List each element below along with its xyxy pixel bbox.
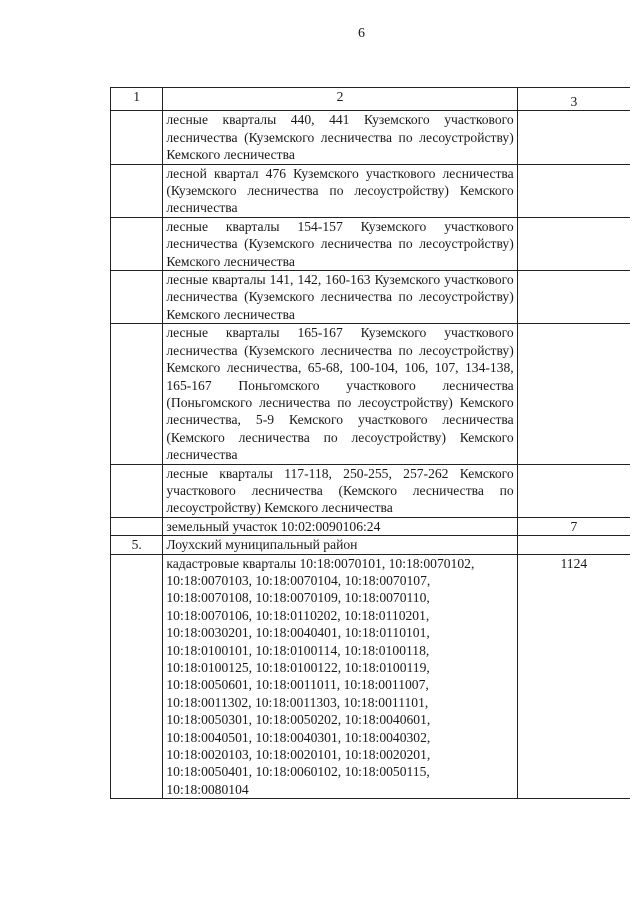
table-row <box>111 217 631 270</box>
row-description-cell: лесные кварталы 440, 441 Куземского участкового лесничества (Куземского лесничества по лесоустройству) Кемского лесничества <box>163 111 517 164</box>
row-number-cell <box>111 464 163 517</box>
row-number-cell <box>111 164 163 217</box>
cadastral-line: 10:18:0100125, 10:18:0100122, 10:18:0100119, <box>166 660 430 675</box>
row-value-cell <box>517 271 630 324</box>
cadastral-list-cell <box>163 554 517 799</box>
cadastral-line: 10:18:0050401, 10:18:0060102, 10:18:0050115, <box>166 764 430 780</box>
row-value-cell: 1124 <box>517 554 630 799</box>
row-value-cell <box>517 217 630 270</box>
row-number-cell: 5. <box>111 536 163 554</box>
cadastral-line: 10:18:0070108, 10:18:0070109, 10:18:0070110, <box>166 590 430 606</box>
header-col-2: 2 <box>163 88 517 111</box>
table-row <box>111 324 631 464</box>
table-row <box>111 536 631 554</box>
row-number-cell <box>111 324 163 464</box>
row-value-cell: 7 <box>517 517 630 535</box>
row-value-cell <box>517 324 630 464</box>
cadastral-line: 10:18:0100101, 10:18:0100114, 10:18:0100118, <box>166 642 430 658</box>
header-col-1: 1 <box>111 88 163 111</box>
header-col-3: 3 <box>517 88 630 111</box>
cadastral-line: 10:18:0080104 <box>166 781 249 797</box>
row-value-cell <box>517 536 630 554</box>
table-row <box>111 464 631 517</box>
table-row <box>111 111 631 164</box>
row-value-cell <box>517 111 630 164</box>
row-number-cell <box>111 111 163 164</box>
document-table <box>110 87 630 799</box>
row-description-cell: лесные кварталы 141, 142, 160-163 Куземского участкового лесничества (Куземского лесничества по лесоустройству) Кемского лесничества <box>163 271 517 324</box>
row-number-cell <box>111 554 163 799</box>
cadastral-line: 10:18:0011302, 10:18:0011303, 10:18:0011101, <box>166 694 429 710</box>
page-number: 6 <box>358 26 365 41</box>
row-description-cell: лесные кварталы 165-167 Куземского участкового лесничества (Куземского лесничества по лесоустройству) Кемского лесничества, 65-68, 100-104, 106, 107, 134-138, 165-167 Поньгомского участкового лесничества (Поньгомского лесничества по лесоустройству) Кемского лесничества, 5-9 Кемского участкового лесничества (Кемского лесничества по лесоустройству) Кемского лесничества <box>163 324 517 464</box>
cadastral-line: 10:18:0070106, 10:18:0110202, 10:18:0110201, <box>166 607 430 623</box>
row-description-cell: лесные кварталы 117-118, 250-255, 257-262 Кемского участкового лесничества (Кемского лесничества по лесоустройству) Кемского лесничества <box>163 464 517 517</box>
table-body <box>111 111 631 799</box>
row-description-cell: Лоухский муниципальный район <box>163 536 517 554</box>
row-number-cell <box>111 217 163 270</box>
table-row <box>111 164 631 217</box>
row-description-cell: лесной квартал 476 Куземского участкового лесничества (Куземского лесничества по лесоустройству) Кемского лесничества <box>163 164 517 217</box>
row-value-cell <box>517 464 630 517</box>
cadastral-line: 10:18:0020103, 10:18:0020101, 10:18:0020201, <box>166 747 431 763</box>
cadastral-line: 10:18:0050601, 10:18:0011011, 10:18:0011007, <box>166 677 429 693</box>
cadastral-line: 10:18:0030201, 10:18:0040401, 10:18:0110101, <box>166 625 430 641</box>
cadastral-line: 10:18:0040501, 10:18:0040301, 10:18:0040302, <box>166 729 431 745</box>
row-value-cell <box>517 164 630 217</box>
row-number-cell <box>111 517 163 535</box>
row-description-cell: лесные кварталы 154-157 Куземского участкового лесничества (Куземского лесничества по лесоустройству) Кемского лесничества <box>163 217 517 270</box>
cadastral-line: кадастровые кварталы 10:18:0070101, 10:18:0070102, <box>166 555 475 571</box>
cadastral-line: 10:18:0050301, 10:18:0050202, 10:18:0040601, <box>166 712 431 728</box>
table-header-row <box>111 88 631 111</box>
table-row <box>111 271 631 324</box>
table-row <box>111 517 631 535</box>
table-row-cadastral <box>111 554 631 799</box>
row-description-cell: земельный участок 10:02:0090106:24 <box>163 517 517 535</box>
row-number-cell <box>111 271 163 324</box>
cadastral-line: 10:18:0070103, 10:18:0070104, 10:18:0070107, <box>166 572 431 588</box>
